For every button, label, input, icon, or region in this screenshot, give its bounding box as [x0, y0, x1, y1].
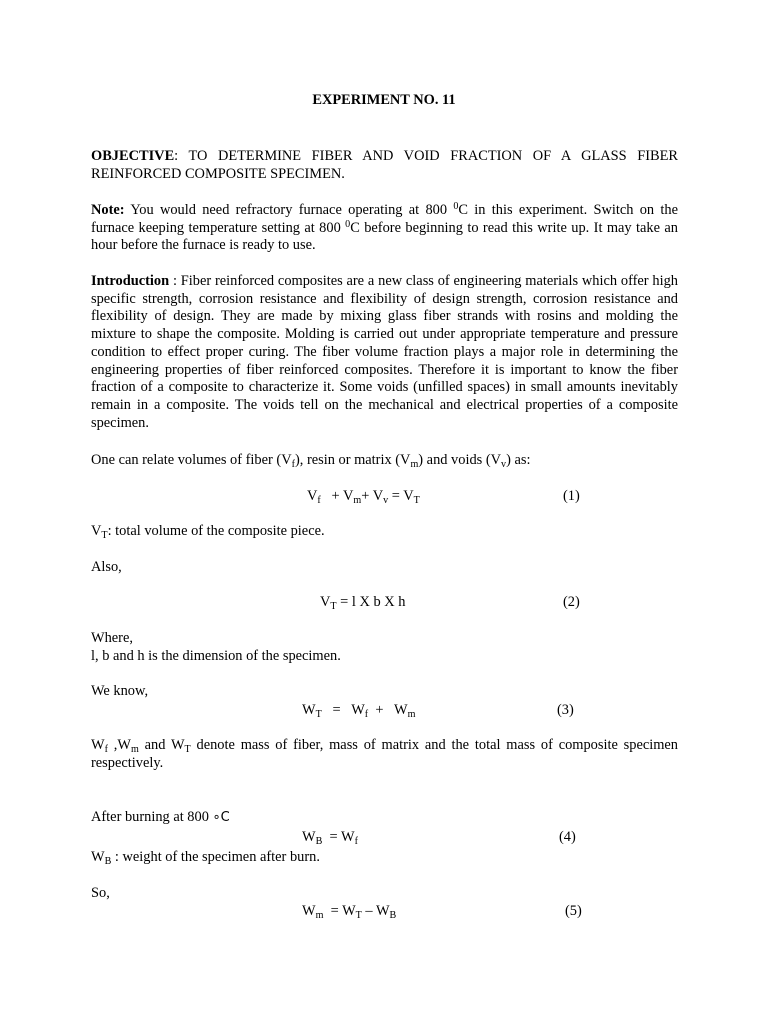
- objective-paragraph: [91, 148, 678, 183]
- wb-def-sub: B: [104, 856, 112, 867]
- after-burning-line: [91, 809, 230, 827]
- equation-3-number: (3): [557, 702, 574, 718]
- eq2-sub-t: T: [330, 601, 337, 612]
- eq4-w: W: [302, 829, 316, 845]
- introduction-label: Introduction: [91, 273, 170, 289]
- wb-def-w: W: [91, 849, 105, 865]
- after-burning-text: After burning at 800: [91, 809, 213, 825]
- masses-sub-m: m: [130, 744, 139, 755]
- eq5-w: W: [302, 903, 316, 919]
- masses-w2: ,W: [107, 737, 131, 753]
- eq3-w: W: [302, 702, 316, 718]
- equation-5-number: (5): [565, 903, 582, 919]
- dimensions-line: l, b and h is the dimension of the specimen.: [91, 648, 341, 664]
- relate-text-b: ), resin or matrix (V: [294, 452, 411, 468]
- so-line: So,: [91, 885, 110, 901]
- eq5-mid2: – W: [361, 903, 390, 919]
- vt-def-sub: T: [101, 530, 108, 541]
- equation-3: [302, 702, 415, 720]
- masses-w3: and W: [138, 737, 185, 753]
- vt-def-text: : total volume of the composite piece.: [107, 523, 325, 539]
- introduction-text: : Fiber reinforced composites are a new class of engineering materials which offer high specific strength, corrosion resistance and flexibility of design strength, corrosion resistance and flexibility of design. They are made by mixing glass fiber strands with rosins and molding the mixture to shape the composite. Molding is carried out under appropriate temperature and pressure condition to effect proper curing. The fiber volume fraction plays a major role in determining the engineering properties of fiber reinforced composites. Therefore it is important to know the fiber fraction of a composite to characterize it. Some voids (unfilled spaces) in small amounts inevitably remain in a composite. The voids tell on the mechanical and electrical properties of a composite specimen.: [91, 273, 678, 431]
- eq3-mid2: + W: [368, 702, 408, 718]
- note-sup-2: 0: [345, 218, 351, 230]
- eq4-sub-b: B: [315, 836, 323, 847]
- after-burning-unit: ∘C: [212, 810, 230, 825]
- also-line: Also,: [91, 559, 122, 575]
- relate-sub-f: f: [291, 459, 295, 470]
- vt-def-v: V: [91, 523, 102, 539]
- masses-sub-t: T: [184, 744, 191, 755]
- eq4-sub-f: f: [354, 836, 358, 847]
- eq1-sub-v: v: [383, 495, 389, 506]
- equation-2: [320, 594, 405, 612]
- eq4-mid: = W: [322, 829, 355, 845]
- note-label: Note:: [91, 202, 125, 218]
- eq1-sub-f: f: [317, 495, 321, 506]
- note-text-b: C in this experiment. Switch on the furnace keeping temperature setting at 800: [91, 202, 678, 236]
- masses-sub-f: f: [104, 744, 108, 755]
- we-know-line: We know,: [91, 683, 149, 699]
- relate-volumes-line: [91, 452, 530, 470]
- relate-text-c: ) and voids (V: [418, 452, 502, 468]
- relate-text-a: One can relate volumes of fiber (V: [91, 452, 292, 468]
- page-title: EXPERIMENT NO. 11: [312, 92, 456, 108]
- eq1-mid1: + V: [320, 488, 354, 504]
- eq2-rhs: = l X b X h: [336, 594, 406, 610]
- objective-label: OBJECTIVE: [91, 148, 175, 164]
- equation-4: [302, 829, 358, 847]
- eq1-v: V: [307, 488, 318, 504]
- relate-sub-v: v: [501, 459, 507, 470]
- relate-sub-m: m: [410, 459, 419, 470]
- equation-5: [302, 903, 396, 921]
- wb-definition: [91, 849, 320, 867]
- introduction-paragraph: [91, 273, 678, 432]
- vt-definition: [91, 523, 325, 541]
- eq1-mid3: = V: [388, 488, 414, 504]
- masses-text: denote mass of fiber, mass of matrix and the total mass of composite specimen respectively.: [91, 737, 679, 771]
- note-sup-1: 0: [453, 201, 459, 212]
- eq5-sub-m: m: [315, 910, 324, 921]
- wb-def-text: : weight of the specimen after burn.: [111, 849, 320, 865]
- equation-4-number: (4): [559, 829, 576, 845]
- where-line: Where,: [91, 630, 133, 646]
- eq1-mid2: + V: [361, 488, 384, 504]
- eq3-sub-m: m: [407, 709, 416, 720]
- relate-text-d: ) as:: [506, 452, 531, 468]
- equation-1: [307, 488, 420, 506]
- masses-w1: W: [91, 737, 105, 753]
- eq3-sub-t: T: [315, 709, 322, 720]
- note-text-a: You would need refractory furnace operating at 800: [124, 202, 454, 218]
- note-text-c: C before beginning to read this write up. It may take an hour before the furnace is ready to use.: [91, 219, 678, 254]
- eq5-sub-b: B: [389, 910, 397, 921]
- equation-2-number: (2): [563, 594, 580, 610]
- eq1-sub-m: m: [353, 495, 362, 506]
- eq5-sub-t: T: [355, 910, 362, 921]
- equation-1-number: (1): [563, 488, 580, 504]
- note-paragraph: [91, 202, 678, 255]
- eq5-mid1: = W: [323, 903, 356, 919]
- objective-text: : TO DETERMINE FIBER AND VOID FRACTION OF A GLASS FIBER REINFORCED COMPOSITE SPECIMEN.: [91, 148, 678, 182]
- eq2-v: V: [320, 594, 331, 610]
- eq3-mid1: = W: [321, 702, 365, 718]
- masses-paragraph: [91, 737, 678, 772]
- eq1-sub-t: T: [413, 495, 420, 506]
- eq3-sub-f: f: [364, 709, 369, 720]
